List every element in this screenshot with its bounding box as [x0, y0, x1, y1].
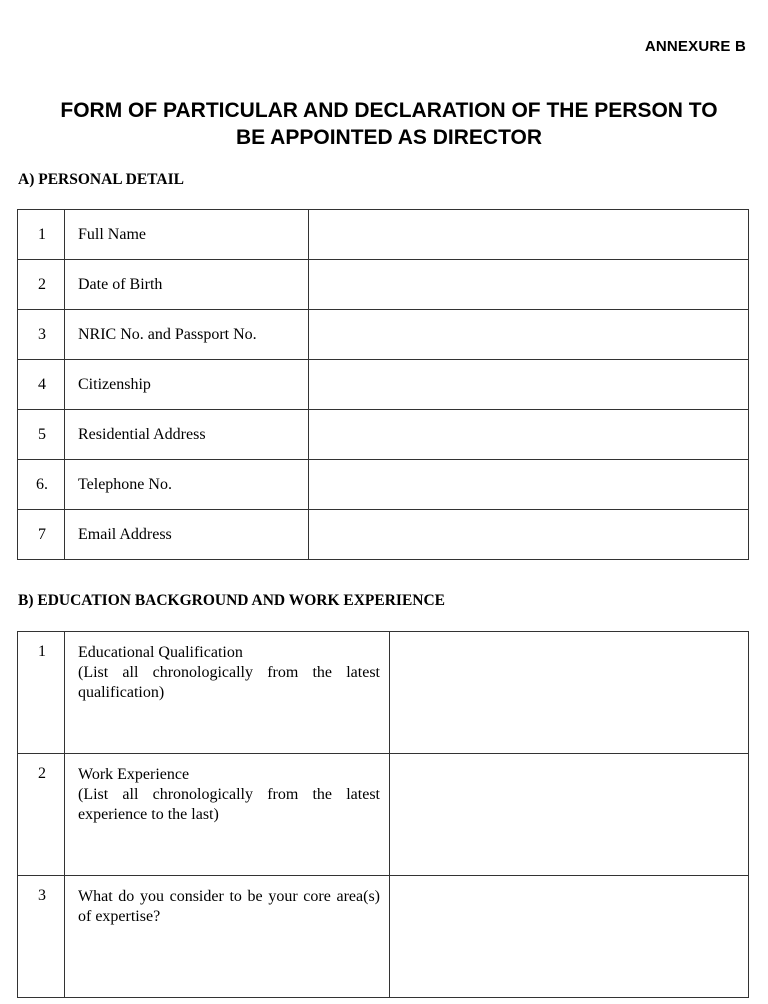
field-input-telephone[interactable]: [309, 460, 749, 510]
field-label-residential-address: Residential Address: [65, 410, 309, 460]
field-label-full-name: Full Name: [65, 210, 309, 260]
row-number: 2: [18, 754, 65, 876]
field-label-email: Email Address: [65, 510, 309, 560]
field-input-full-name[interactable]: [309, 210, 749, 260]
row-number: 6.: [18, 460, 65, 510]
table-row: [18, 310, 749, 360]
row-number: 3: [18, 876, 65, 998]
table-row: [18, 410, 749, 460]
form-title-line-2: BE APPOINTED AS DIRECTOR: [235, 126, 543, 149]
row-number: 3: [18, 310, 65, 360]
field-label-nric-passport: NRIC No. and Passport No.: [65, 310, 309, 360]
table-row: [18, 876, 749, 998]
table-row: [18, 632, 749, 754]
field-note: (List all chronologically from the latest qualification): [78, 664, 380, 701]
field-label-educational-qualification: [65, 632, 390, 754]
row-number: 1: [18, 632, 65, 754]
table-row: [18, 360, 749, 410]
field-title: What do you consider to be your core area(s) of expertise?: [78, 888, 380, 925]
section-a-heading: A) PERSONAL DETAIL: [18, 171, 184, 188]
field-title: Work Experience: [78, 766, 190, 783]
field-label-citizenship: Citizenship: [65, 360, 309, 410]
field-label-core-expertise: [65, 876, 390, 998]
field-input-residential-address[interactable]: [309, 410, 749, 460]
row-number: 5: [18, 410, 65, 460]
field-note: (List all chronologically from the latest experience to the last): [78, 786, 380, 823]
education-experience-table: [17, 631, 749, 998]
row-number: 7: [18, 510, 65, 560]
table-row: [18, 754, 749, 876]
row-number: 2: [18, 260, 65, 310]
section-b-heading: B) EDUCATION BACKGROUND AND WORK EXPERIENCE: [18, 592, 446, 609]
table-row: [18, 510, 749, 560]
field-input-nric-passport[interactable]: [309, 310, 749, 360]
field-input-date-of-birth[interactable]: [309, 260, 749, 310]
form-title-line-1: FORM OF PARTICULAR AND DECLARATION OF THE PERSON TO: [60, 99, 718, 122]
annexure-label: ANNEXURE B: [644, 38, 746, 55]
field-input-citizenship[interactable]: [309, 360, 749, 410]
row-number: 1: [18, 210, 65, 260]
field-label-date-of-birth: Date of Birth: [65, 260, 309, 310]
row-number: 4: [18, 360, 65, 410]
form-title: [0, 97, 768, 151]
table-row: [18, 460, 749, 510]
field-input-core-expertise[interactable]: [390, 876, 749, 998]
field-input-work-experience[interactable]: [390, 754, 749, 876]
table-row: [18, 210, 749, 260]
field-input-email[interactable]: [309, 510, 749, 560]
field-label-work-experience: [65, 754, 390, 876]
field-label-telephone: Telephone No.: [65, 460, 309, 510]
field-input-educational-qualification[interactable]: [390, 632, 749, 754]
personal-detail-table: [17, 209, 749, 560]
field-title: Educational Qualification: [78, 644, 243, 661]
table-row: [18, 260, 749, 310]
